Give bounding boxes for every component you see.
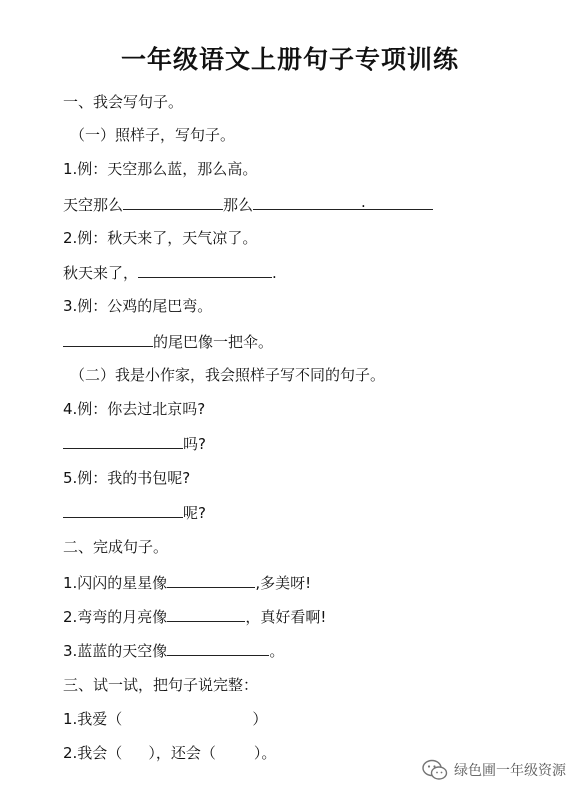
section-2-heading: 二、完成句子。: [63, 538, 169, 556]
t2-text-c: ）。: [253, 744, 277, 762]
q2-blank[interactable]: [138, 261, 272, 278]
q1-example: 1.例：天空那么蓝，那么高。: [63, 160, 258, 178]
q1-dot: .: [361, 193, 366, 211]
q4-tail: 吗?: [183, 435, 206, 453]
t2-exercise: [63, 742, 276, 764]
section-1-sub-1: （一）照样子，写句子。: [70, 126, 236, 144]
section-3-heading: 三、试一试，把句子说完整：: [63, 676, 259, 694]
t1-text-a: 1.我爱（: [63, 710, 123, 728]
q2-exercise: [63, 261, 277, 283]
t2-text-b: ），还会（: [148, 744, 216, 762]
c3-text-b: 。: [269, 642, 285, 660]
q3-example: 3.例：公鸡的尾巴弯。: [63, 297, 213, 315]
section-1-heading: 一、我会写句子。: [63, 93, 184, 111]
c2-text-b: ，真好看啊!: [245, 608, 327, 626]
q1-blank-2[interactable]: [253, 193, 433, 210]
t2-text-a: 2.我会（: [63, 744, 123, 762]
section-1-sub-2: （二）我是小作家，我会照样子写不同的句子。: [70, 366, 386, 384]
c1-exercise: [63, 571, 311, 593]
q4-blank[interactable]: [63, 432, 183, 449]
q5-blank[interactable]: [63, 501, 183, 518]
c3-blank[interactable]: [167, 639, 269, 656]
c2-exercise: [63, 605, 326, 627]
q3-exercise: [63, 330, 273, 352]
q5-example: 5.例：我的书包呢?: [63, 469, 191, 487]
q1-exercise: [63, 193, 433, 215]
q4-example: 4.例：你去过北京吗?: [63, 400, 206, 418]
q3-tail: 的尾巴像一把伞。: [153, 333, 274, 351]
c2-blank[interactable]: [167, 605, 245, 622]
c3-exercise: [63, 639, 284, 661]
c2-text-a: 2.弯弯的月亮像: [63, 608, 168, 626]
c1-blank[interactable]: [167, 571, 255, 588]
c3-text-a: 3.蓝蓝的天空像: [63, 642, 168, 660]
q1-text-a: 天空那么: [63, 196, 124, 214]
t1-exercise: [63, 708, 267, 730]
q1-text-b: 那么: [223, 196, 254, 214]
wechat-icon: [422, 759, 448, 781]
q2-text-a: 秋天来了，: [63, 264, 139, 282]
c1-text-a: 1.闪闪的星星像: [63, 574, 168, 592]
q3-blank[interactable]: [63, 330, 153, 347]
t1-text-b: ）: [252, 710, 268, 728]
q4-exercise: [63, 432, 206, 454]
q2-example: 2.例：秋天来了，天气凉了。: [63, 229, 258, 247]
page-title: 一年级语文上册句子专项训练: [120, 45, 459, 74]
q1-blank-1[interactable]: [123, 193, 223, 210]
watermark: [422, 759, 566, 781]
watermark-text: 绿色圃一年级资源: [454, 763, 566, 779]
q5-tail: 呢?: [183, 504, 206, 522]
q5-exercise: [63, 501, 206, 523]
q2-end: .: [272, 264, 277, 282]
c1-text-b: ,多美呀!: [255, 574, 312, 592]
